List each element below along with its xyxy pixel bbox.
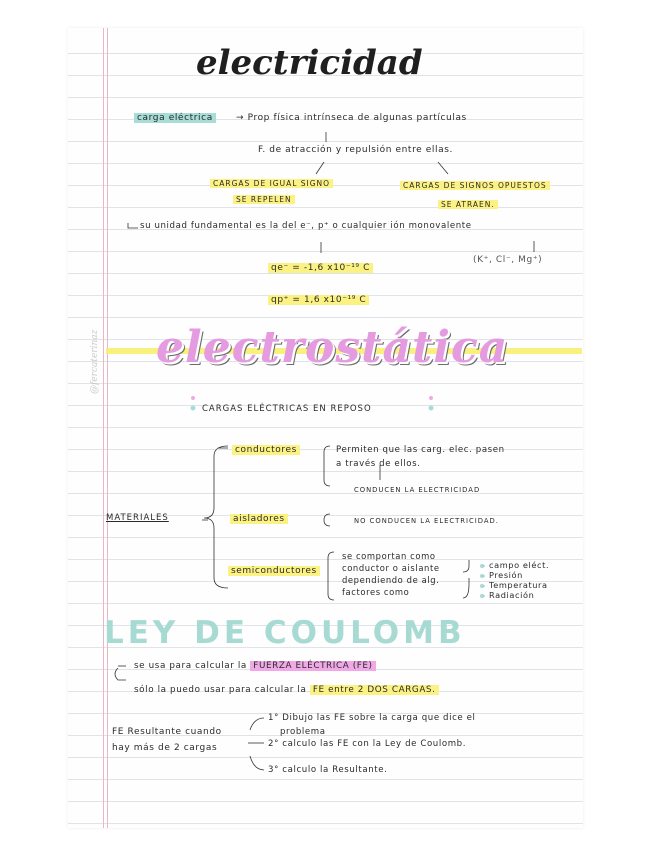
arrow-step1 xyxy=(250,718,264,730)
coulomb-title: LEY DE COULOMB xyxy=(104,615,466,651)
qe-formula: qe⁻ = -1,6 x10⁻¹⁹ C xyxy=(268,264,373,273)
materiales-label: MATERIALES xyxy=(106,513,169,523)
resultante-line2: hay más de 2 cargas xyxy=(112,743,218,753)
conductores-desc-1: Permiten que las carg. elec. pasen xyxy=(336,445,505,455)
semiconductores-label: semiconductores xyxy=(228,567,320,576)
arrow-unidad xyxy=(128,223,138,228)
iguales-line2: SE REPELEN xyxy=(233,196,295,204)
resultante-line1: FE Resultante cuando xyxy=(112,727,222,737)
factor-item: campo eléct. xyxy=(489,560,550,570)
unidad-text: su unidad fundamental es la del e⁻, p⁺ o cualquier ión monovalente xyxy=(140,221,472,231)
brace-conductores xyxy=(324,446,330,486)
semi-desc-4: factores como xyxy=(342,587,410,597)
prop-text: → Prop física intrínseca de algunas partículas xyxy=(236,113,467,123)
semi-desc-3: dependiendo de alg. xyxy=(342,575,440,585)
opuestos-line2: SE ATRAEN. xyxy=(438,201,498,209)
coulomb-line1: se usa para calcular la FUERZA ELÉCTRICA (FE) xyxy=(134,662,376,671)
brace-aisladores xyxy=(324,514,330,526)
factor-item: Radiación xyxy=(489,590,535,600)
arrow-left-diag xyxy=(316,162,324,174)
opuestos-line1: CARGAS DE SIGNOS OPUESTOS xyxy=(400,182,550,190)
notebook-page xyxy=(68,28,583,828)
brace-semi xyxy=(328,552,334,600)
signature-watermark: @fercaterinaz xyxy=(90,329,100,394)
fuerza-text: F. de atracción y repulsión entre ellas. xyxy=(258,145,453,155)
semi-desc-2: conductor o aislante xyxy=(342,563,440,573)
semi-desc-1: se comportan como xyxy=(342,551,436,561)
conductores-desc-3: CONDUCEN LA ELECTRICIDAD xyxy=(354,486,481,494)
aisladores-desc: NO CONDUCEN LA ELECTRICIDAD. xyxy=(354,517,499,525)
electrostatica-title: electrostática xyxy=(156,322,509,373)
ions-text: (K⁺, Cl⁻, Mg⁺) xyxy=(473,255,543,265)
arrow-right-diag xyxy=(438,162,448,174)
arrow-step3 xyxy=(250,756,264,770)
iguales-line1: CARGAS DE IGUAL SIGNO xyxy=(210,180,333,188)
step-3: 3° calculo la Resultante. xyxy=(268,765,388,775)
aisladores-label: aisladores xyxy=(230,515,288,524)
factor-item: Temperatura xyxy=(489,580,548,590)
qp-formula: qp⁺ = 1,6 x10⁻¹⁹ C xyxy=(268,296,369,305)
page-title: electricidad xyxy=(196,43,423,83)
step-1b: problema xyxy=(280,727,326,737)
carga-label: carga eléctrica xyxy=(134,114,216,123)
arrow-coulomb-2 xyxy=(115,668,126,680)
conductores-label: conductores xyxy=(232,446,300,455)
brace-factores xyxy=(463,560,469,598)
step-1a: 1° Dibujo las FE sobre la carga que dice el xyxy=(268,713,476,723)
conductores-desc-2: a través de ellos. xyxy=(336,459,421,469)
step-2: 2° calculo las FE con la Ley de Coulomb. xyxy=(268,739,467,749)
brace-materiales xyxy=(204,446,228,588)
electrostatica-subtitle: CARGAS ELÉCTRICAS EN REPOSO xyxy=(202,404,372,414)
coulomb-line2: sólo la puedo usar para calcular la FE entre 2 DOS CARGAS. xyxy=(134,686,439,695)
factor-item: Presión xyxy=(489,570,523,580)
dot-icon xyxy=(429,406,434,411)
dot-icon xyxy=(191,406,196,411)
